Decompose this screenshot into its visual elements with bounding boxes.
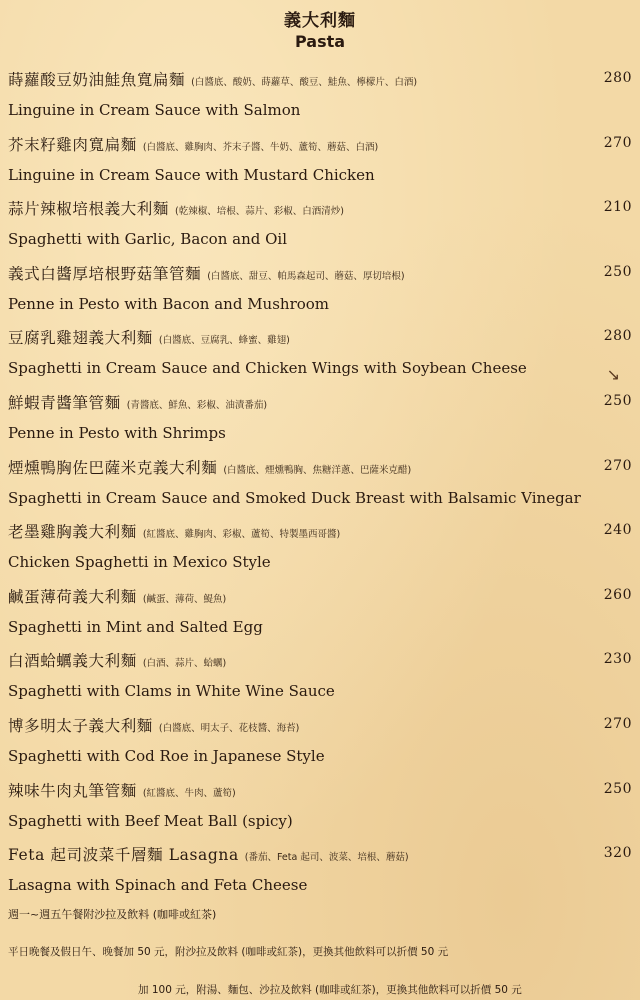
dish-name-chinese: 蒜片辣椒培根義大利麵 (8, 200, 170, 219)
menu-item-chinese-line (8, 649, 588, 671)
menu-item-chinese-line (8, 520, 588, 542)
menu-item (8, 839, 632, 904)
menu-item (8, 258, 632, 323)
dish-price: 250 (603, 263, 632, 280)
dish-name-english: Penne in Pesto with Shrimps (8, 423, 226, 442)
dish-name-chinese: 豆腐乳雞翅義大利麵 (8, 329, 153, 348)
dish-name-chinese: 鹹蛋薄荷義大利麵 (8, 587, 137, 606)
menu-item (8, 64, 632, 129)
menu-item-chinese-line (8, 133, 588, 155)
dish-price: 240 (603, 522, 632, 539)
dish-price: 270 (603, 134, 632, 151)
dish-name-chinese: 煙燻鴨胸佐巴薩米克義大利麵 (8, 458, 218, 477)
menu-item (8, 710, 632, 775)
dish-ingredients: (白醬底、甜豆、帕馬森起司、蘑菇、厚切培根) (207, 270, 405, 282)
menu-item-chinese-line (8, 585, 588, 607)
dish-name-chinese: 白酒蛤蠣義大利麵 (8, 652, 137, 671)
menu-title-chinese: 義大利麵 (284, 11, 356, 31)
dish-ingredients: (乾辣椒、培根、蒜片、彩椒、白酒清炒) (175, 206, 344, 218)
dish-name-chinese: Feta 起司波菜千層麵 Lasagna (8, 846, 239, 865)
dish-name-english: Spaghetti with Beef Meat Ball (spicy) (8, 811, 293, 830)
dish-name-english: Penne in Pesto with Bacon and Mushroom (8, 294, 330, 313)
dinner-holiday-note: 平日晚餐及假日午、晚餐加 50 元，附沙拉及飲料 (咖啡或紅茶)，更換其他飲料可以折價 50 元 (8, 946, 449, 958)
dish-ingredients: (鹹蛋、薄荷、鯷魚) (142, 593, 227, 605)
set-meal-note: 加 100 元，附湯、麵包、沙拉及飲料 (咖啡或紅茶)，更換其他飲料可以折價 50 元 (138, 984, 522, 996)
dish-ingredients: (白醬底、明太子、花枝醬、海苔) (158, 722, 300, 734)
dish-price: 260 (603, 586, 632, 603)
menu-item-chinese-line (8, 456, 588, 478)
dish-price: 280 (603, 328, 632, 345)
menu-item (8, 516, 632, 581)
dish-price: 250 (603, 392, 632, 409)
dish-name-english: Spaghetti in Cream Sauce and Smoked Duck Breast with Balsamic Vinegar (8, 488, 581, 507)
dish-name-chinese: 博多明太子義大利麵 (8, 716, 153, 735)
dish-name-english: Lasagna with Spinach and Feta Cheese (8, 876, 308, 895)
menu-item (8, 581, 632, 646)
menu-item (8, 322, 632, 387)
menu-item-chinese-line (8, 391, 588, 413)
dish-ingredients: (紅醬底、雞胸肉、彩椒、蘆筍、特製墨西哥醬) (142, 529, 341, 541)
dish-name-chinese: 辣味牛肉丸筆管麵 (8, 781, 137, 800)
menu-item-chinese-line (8, 262, 588, 284)
dish-ingredients: (白酒、蒜片、蛤蠣) (142, 658, 227, 670)
dish-ingredients: (青醬底、鮮魚、彩椒、油漬番茄) (126, 399, 268, 411)
dish-price: 280 (603, 70, 632, 86)
dish-name-english: Spaghetti with Clams in White Wine Sauce (8, 682, 335, 701)
dish-ingredients: (白醬底、豆腐乳、蜂蜜、雞翅) (158, 335, 290, 347)
menu-item-chinese-line (8, 843, 588, 865)
menu-item-chinese-line (8, 326, 588, 348)
dish-name-english: Spaghetti with Garlic, Bacon and Oil (8, 230, 287, 249)
menu-item (8, 387, 632, 452)
dish-name-english: Spaghetti in Cream Sauce and Chicken Wings with Soybean Cheese (8, 359, 527, 378)
menu-item (8, 193, 632, 258)
dish-ingredients: (番茄、Feta 起司、波菜、培根、蘑菇) (244, 852, 409, 864)
dish-name-english: Spaghetti in Mint and Salted Egg (8, 617, 263, 636)
arrow-mark-icon: ↘ (606, 365, 620, 384)
dish-name-chinese: 芥末籽雞肉寬扁麵 (8, 135, 137, 154)
dish-price: 270 (603, 457, 632, 474)
dish-ingredients: (白醬底、雞胸肉、芥末子醬、牛奶、蘆筍、蘑菇、白酒) (142, 141, 379, 153)
weekday-lunch-note: 週一~週五午餐附沙拉及飲料 (咖啡或紅茶) (8, 908, 217, 921)
menu-title-english: Pasta (294, 32, 346, 51)
menu-item-chinese-line (8, 197, 588, 219)
menu-item (8, 129, 632, 194)
dish-ingredients: (紅醬底、牛肉、蘆筍) (142, 787, 236, 799)
menu-item-list (8, 64, 632, 904)
dish-name-english: Linguine in Cream Sauce with Mustard Chicken (8, 165, 375, 184)
menu-item-chinese-line (8, 68, 588, 90)
menu-item-chinese-line (8, 779, 588, 801)
dish-name-chinese: 蒔蘿酸豆奶油鮭魚寬扁麵 (8, 71, 186, 89)
dish-price: 230 (603, 651, 632, 668)
menu-item-chinese-line (8, 714, 588, 736)
dish-name-english: Spaghetti with Cod Roe in Japanese Style (8, 746, 325, 765)
menu-item (8, 452, 632, 517)
dish-name-english: Linguine in Cream Sauce with Salmon (8, 101, 301, 119)
dish-price: 210 (603, 199, 632, 216)
menu-item (8, 775, 632, 840)
dish-price: 250 (603, 780, 632, 797)
dish-price: 270 (603, 715, 632, 732)
menu-item (8, 645, 632, 710)
dish-ingredients: (白醬底、煙燻鴨胸、焦糖洋蔥、巴薩米克醋) (223, 464, 412, 476)
dish-ingredients: (白醬底、酸奶、蒔蘿草、酸豆、鮭魚、檸檬片、白酒) (191, 77, 418, 88)
dish-name-english: Chicken Spaghetti in Mexico Style (8, 553, 271, 572)
dish-name-chinese: 老墨雞胸義大利麵 (8, 523, 137, 542)
dish-name-chinese: 鮮蝦青醬筆管麵 (8, 393, 121, 412)
dish-price: 320 (603, 845, 632, 862)
dish-name-chinese: 義式白醬厚培根野菇筆管麵 (8, 264, 202, 283)
